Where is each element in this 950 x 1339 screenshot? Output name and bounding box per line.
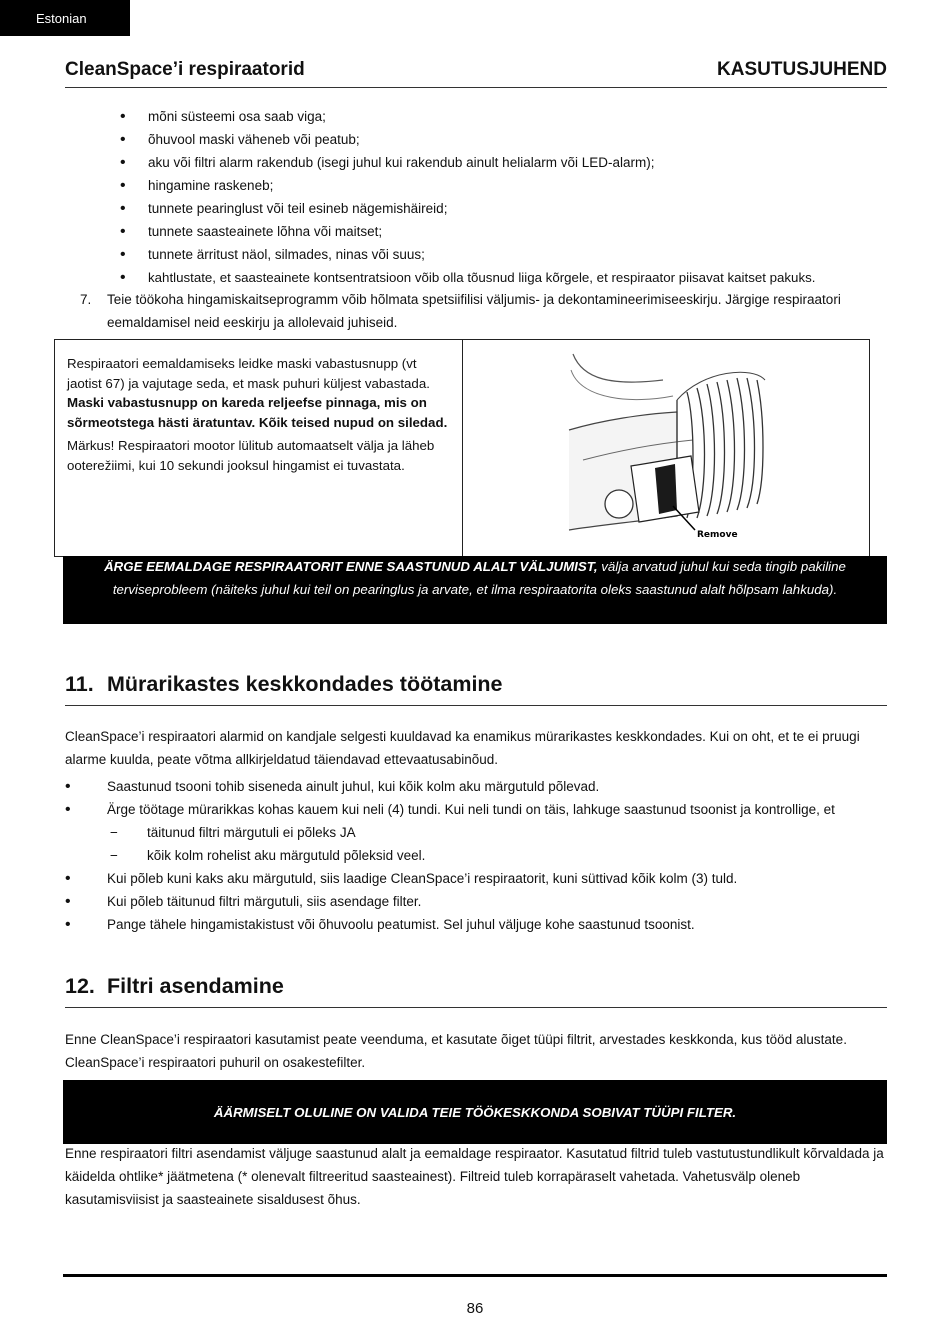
section-title: Filtri asendamine — [107, 974, 284, 998]
item-text: Teie töökoha hingamiskaitseprogramm võib hõlmata spetsiifilisi väljumis- ja dekontamineerimiseeskirju. Järgige respiraatori eemaldamisel neid eeskirju ja allolevaid juhiseid. — [107, 292, 841, 330]
footer-divider — [63, 1274, 887, 1277]
list-item: • tunnete ärritust näol, silmades, ninas või suus; — [120, 243, 887, 266]
section-11-intro: CleanSpace’i respiraatori alarmid on kandjale selgesti kuuldavad ka enamikus mürarikastes keskkondades. Kui on oht, et te ei pruugi alarme kuulda, peate võtma allkirjeldatud täiendavad ettevaatusabinõud. — [65, 729, 860, 767]
section-title: Mürarikastes keskkondades töötamine — [107, 672, 503, 696]
respirator-hose-image — [463, 340, 869, 556]
warning-conditions-list — [120, 105, 887, 289]
note-paragraph: Märkus! Respiraatori mootor lülitub automaatselt välja ja läheb ooterežiimi, kui 10 sekundi jooksul hingamist ei tuvastata. — [67, 438, 435, 473]
list-item: • tunnete saasteainete lõhna või maitset; — [120, 220, 887, 243]
removal-text-bold: Maski vabastusnupp on kareda reljeefse pinnaga, mis on sõrmeotstega hästi äratuntav. Kõik teised nupud on siledad. — [67, 395, 448, 430]
warning-caps: ÄRGE EEMALDAGE RESPIRAATORIT ENNE SAASTUNUD ALALT VÄLJUMIST, — [104, 559, 598, 574]
page-header — [65, 58, 887, 88]
list-item: • tunnete pearinglust või teil esineb nägemishäireid; — [120, 197, 887, 220]
filter-warning-text: ÄÄRMISELT OLULINE ON VALIDA TEIE TÖÖKESKKONDA SOBIVAT TÜÜPI FILTER. — [213, 1104, 737, 1120]
section-number: 12. — [65, 974, 95, 998]
list-item: • kahtlustate, et saasteainete kontsentratsioon võib olla tõusnud liiga kõrgele, et respiraator piisavat kaitset pakuks. — [120, 266, 887, 289]
section-number: 11. — [65, 672, 94, 696]
list-item: • Pange tähele hingamistakistust või õhuvoolu peatumist. Sel juhul väljuge kohe saastunud tsoonist. — [65, 913, 887, 936]
mask-release-illustration — [463, 340, 869, 556]
warning-rest: välja arvatud juhul kui seda tingib pakiline terviseprobleem (näiteks juhul kui teil on pearinglus ja arvate, et ilma respiraatorita oleks saastunud alalt hõlpsam lahkuda). — [112, 559, 846, 597]
header-title: CleanSpace’i respiraatorid — [65, 59, 305, 80]
removal-text: Respiraatori eemaldamiseks leidke maski vabastusnupp (vt jaotist 67) ja vajutage seda, et mask puhuri küljest vabastada. — [67, 356, 430, 391]
list-item: • aku või filtri alarm rakendub (isegi juhul kui rakendub ainult helialarm või LED-alarm); — [120, 151, 887, 174]
removal-warning-banner — [63, 556, 887, 624]
list-subitem: − täitunud filtri märgutuli ei põleks JA — [65, 821, 887, 844]
list-item: • Saastunud tsooni tohib siseneda ainult juhul, kui kõik kolm aku märgutuld põlevad. — [65, 775, 887, 798]
list-item: • Ärge töötage mürarikkas kohas kauem kui neli (4) tundi. Kui neli tundi on täis, lahkuge saastunud tsoonist ja kontrollige, et — [65, 798, 887, 821]
list-item: • Kui põleb kuni kaks aku märgutuld, siis laadige CleanSpace’i respiraatorit, kuni süttivad kõik kolm (3) tuld. — [65, 867, 887, 890]
removal-instructions-text — [55, 340, 463, 556]
removal-paragraph — [67, 354, 450, 432]
header-doc-type: KASUTUSJUHEND — [717, 59, 887, 80]
item-number: 7. — [80, 292, 92, 307]
list-item: • õhuvool maski väheneb või peatub; — [120, 128, 887, 151]
list-item: • hingamine raskeneb; — [120, 174, 887, 197]
numbered-item-7 — [80, 288, 887, 334]
language-tab — [0, 0, 130, 36]
page-number: 86 — [466, 1300, 484, 1317]
section-12-heading — [65, 974, 887, 1008]
section-12-intro: Enne CleanSpace’i respiraatori kasutamist peate veenduma, et kasutate õiget tüüpi filtrit, arvestades keskkonda, kus tööd alustate. CleanSpace’i respiraatori puhuril on osakestefilter. — [65, 1032, 847, 1070]
remove-callout-label: Remove — [697, 530, 738, 540]
language-label: Estonian — [36, 10, 87, 26]
list-item: • mõni süsteemi osa saab viga; — [120, 105, 887, 128]
filter-replacement-text: Enne respiraatori filtri asendamist väljuge saastunud alalt ja eemaldage respiraator. Kasutatud filtrid tuleb vastutustundlikult kõrvaldada ja käidelda ohtlike* jäätmetena (* olenevalt filtreeritud saasteainest). Filtreid tuleb korrapäraselt vahetada. Vahetusvälp oleneb kasutamisviisist ja saasteainete sisaldusest õhus. — [65, 1146, 884, 1207]
list-item: • Kui põleb täitunud filtri märgutuli, siis asendage filter. — [65, 890, 887, 913]
removal-instructions-box — [54, 339, 870, 557]
filter-warning-banner — [63, 1080, 887, 1144]
noisy-environment-list — [65, 775, 887, 936]
list-subitem: − kõik kolm rohelist aku märgutuld põleksid veel. — [65, 844, 887, 867]
section-11-heading — [65, 672, 887, 706]
